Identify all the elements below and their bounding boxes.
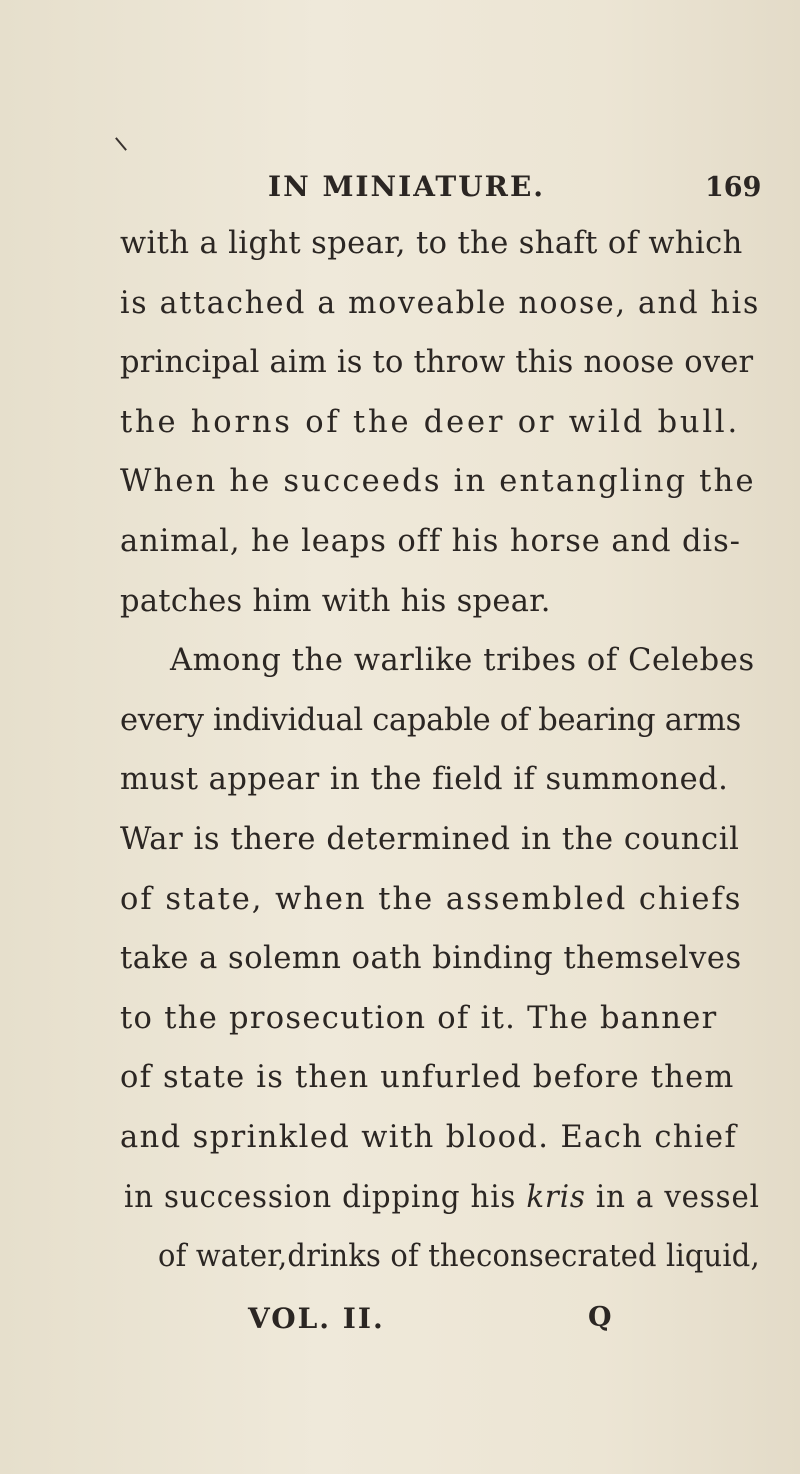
line-17-end: in a vessel — [585, 1180, 760, 1215]
text-line-11: War is there determined in the council — [120, 822, 740, 857]
volume-label: VOL. II. — [248, 1302, 385, 1335]
text-line-3: principal aim is to throw this noose over — [120, 345, 754, 380]
ink-mark — [115, 137, 127, 151]
text-line-16: and sprinkled with blood. Each chief — [120, 1120, 738, 1155]
text-line-2: is attached a moveable noose, and his — [120, 286, 761, 321]
text-line-4: the horns of the deer or wild bull. — [120, 405, 740, 440]
text-line-8: Among the warlike tribes of Celebes — [170, 643, 755, 678]
text-line-5: When he succeeds in entangling the — [120, 464, 756, 499]
page-header — [0, 170, 800, 210]
text-line-6: animal, he leaps off his horse and dis- — [120, 524, 741, 559]
text-line-10: must appear in the field if summoned. — [120, 762, 729, 797]
line-17-start: in succession dipping his — [124, 1180, 527, 1215]
running-title: IN MINIATURE. — [268, 170, 546, 203]
kris-word: kris — [526, 1180, 586, 1215]
text-line-1: with a light spear, to the shaft of which — [120, 226, 743, 261]
page-number: 169 — [705, 172, 762, 203]
text-line-17 — [124, 1180, 760, 1215]
text-line-12: of state, when the assembled chiefs — [120, 882, 743, 917]
text-line-7: patches him with his spear. — [120, 584, 551, 619]
text-line-15: of state is then unfurled before them — [120, 1060, 735, 1095]
text-line-18: of water,drinks of theconsecrated liquid, — [158, 1239, 760, 1274]
text-line-13: take a solemn oath binding themselves — [120, 941, 742, 976]
text-line-9: every individual capable of bearing arms — [120, 703, 741, 738]
text-line-14: to the prosecution of it. The banner — [120, 1001, 718, 1036]
signature-mark: Q — [588, 1302, 612, 1333]
